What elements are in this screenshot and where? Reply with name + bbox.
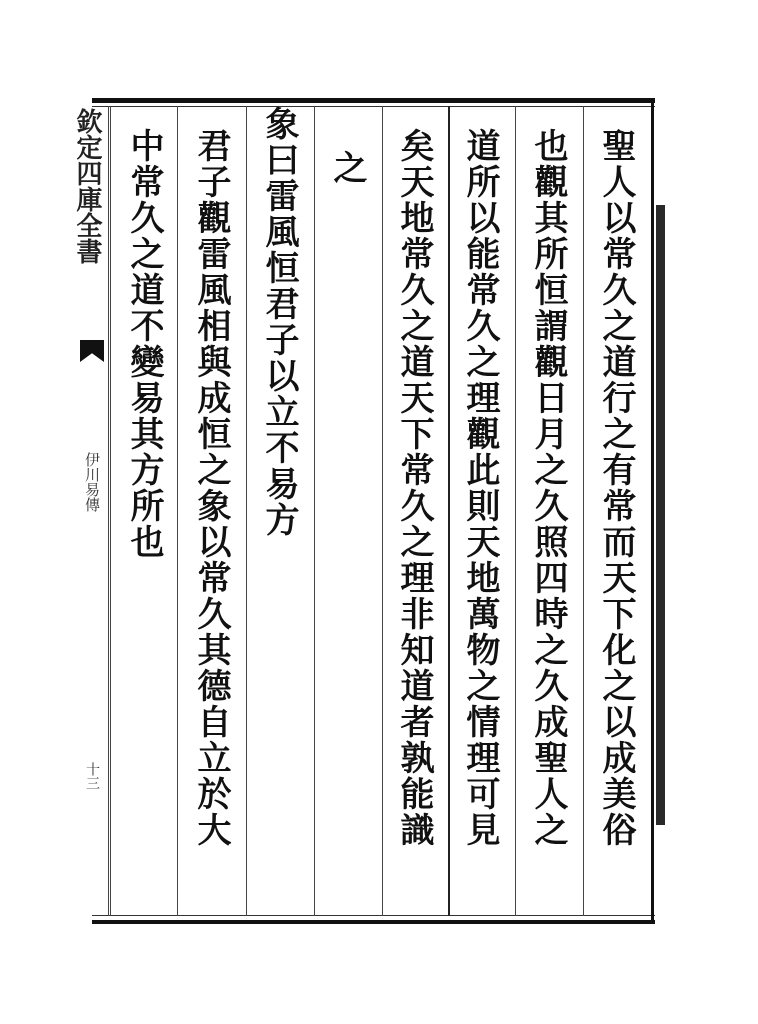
text-column-6: 象曰雷風恒君子以立不易方 — [259, 106, 299, 538]
column-divider — [382, 106, 383, 916]
text-column-1: 聖人以常久之道行之有常而天下化之以成美俗 — [596, 128, 636, 848]
column-divider — [246, 106, 247, 916]
column-divider — [515, 106, 516, 916]
scan-edge-shadow — [656, 205, 665, 825]
text-column-5: 之 — [327, 150, 367, 186]
column-divider — [583, 106, 584, 916]
column-divider — [110, 106, 111, 916]
text-column-7: 君子觀雷風相與成恒之象以常久其德自立於大 — [191, 128, 231, 848]
page-number: 十三 — [84, 762, 100, 790]
right-border — [651, 98, 654, 924]
book-title: 欽定四庫全書 — [72, 108, 102, 264]
column-divider — [177, 106, 178, 916]
top-border — [92, 98, 655, 103]
column-divider — [314, 106, 315, 916]
column-divider — [448, 106, 450, 916]
text-column-4: 矣天地常久之道天下常久之理非知道者孰能識 — [394, 128, 434, 848]
book-subtitle: 伊川易傳 — [83, 452, 101, 512]
text-column-3: 道所以能常久之理觀此則天地萬物之情理可見 — [460, 128, 500, 848]
bottom-border — [92, 920, 655, 924]
text-column-8: 中常久之道不變易其方所也 — [124, 128, 164, 560]
text-column-2: 也觀其所恒謂觀日月之久照四時之久成聖人之 — [528, 128, 568, 848]
